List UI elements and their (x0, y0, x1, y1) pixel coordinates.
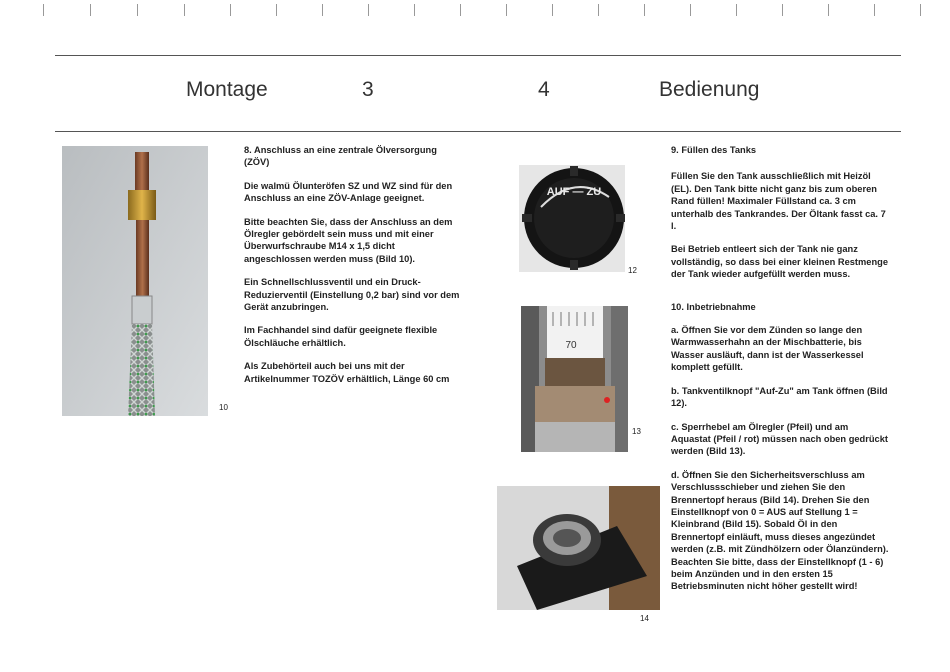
header-left-page-number: 3 (362, 78, 374, 101)
right-paragraph-b: b. Tankventilknopf "Auf-Zu" am Tank öffnen (Bild 12). (671, 385, 888, 409)
left-paragraph-3: Ein Schnellschlussventil und ein Druck-Reduzierventil (Einstellung 0,2 bar) sind vor dem Gerät anzubringen. (244, 277, 460, 313)
left-paragraph-2: Bitte beachten Sie, dass der Anschluss an dem Ölregler gebördelt sein muss und mit einer Überwurfschraube M14 x 1,5 dicht angeschlossen werden muss (Bild 10). (244, 216, 453, 264)
photo-oil-hose (62, 146, 208, 416)
photo-regulator-aquastat (521, 306, 628, 452)
right-paragraph-1: Füllen Sie den Tank ausschließlich mit Heizöl (EL). Den Tank bitte nicht ganz bis zum oberen Rand füllen! Maximaler Füllstand ca. 3 cm unterhalb des Tankrandes. Der Öltank fasst ca. 7 l. (671, 171, 886, 232)
header-right-page-number: 4 (538, 78, 550, 101)
right-text-column (671, 144, 889, 604)
figure-label-14: 14 (640, 614, 649, 623)
left-paragraph-4: Im Fachhandel sind dafür geeignete flexible Ölschläuche erhältlich. (244, 325, 438, 348)
left-text-column (244, 144, 464, 396)
header-right-title: Bedienung (659, 78, 760, 101)
left-paragraph-1: Die walmü Ölunteröfen SZ und WZ sind für den Anschluss an eine ZÖV-Anlage geeignet. (244, 180, 453, 204)
figure-label-12: 12 (628, 266, 637, 275)
figure-label-10: 10 (219, 403, 228, 412)
header-bottom-rule (55, 131, 901, 132)
right-paragraph-d: d. Öffnen Sie den Sicherheitsverschluss am Verschlussschieber und ziehen Sie den Brennertopf heraus (Bild 14). Drehen Sie den Einstellknopf von 0 = AUS auf Stellung 1 = Kleinbrand (Bild 15). Sobald Öl in den Brennertopf einläuft, muss dieses angezündet werden (z.B. mit Zündhölzern oder Ölanzündern). Beachten Sie bitte, dass der Einstellknopf (1 - 6) beim Anzünden und in den ersten 15 Betriebsminuten nicht höher gestellt wird! (671, 469, 889, 592)
right-paragraph-2: Bei Betrieb entleert sich der Tank nie ganz vollständig, so dass bei einer kleinen Restmenge der Tank wieder aufgefüllt werden muss. (671, 244, 888, 280)
photo-tank-valve-knob (519, 165, 625, 272)
knob-label: AUF — ZU (546, 186, 602, 198)
figure-label-13: 13 (632, 427, 641, 436)
section-10-heading: 10. Inbetriebnahme (671, 301, 756, 312)
section-9-heading: 9. Füllen des Tanks (671, 145, 757, 155)
left-paragraph-5: Als Zubehörteil auch bei uns mit der Artikelnummer TOZÖV erhältlich, Länge 60 cm (244, 361, 450, 384)
section-8-heading: 8. Anschluss an eine zentrale Ölversorgung (ZÖV) (244, 145, 437, 168)
header-top-rule (55, 55, 901, 56)
header-left-title: Montage (186, 78, 268, 101)
scan-tick-marks (0, 4, 950, 18)
right-paragraph-a: a. Öffnen Sie vor dem Zünden so lange den Warmwasserhahn an der Mischbatterie, bis Wasser ausläuft, dann ist der Wasserkessel komplett gefüllt. (671, 325, 864, 373)
thermostat-scale-text: 70 (565, 340, 577, 351)
photo-burner-pot (497, 486, 660, 610)
right-paragraph-c: c. Sperrhebel am Ölregler (Pfeil) und am Aquastat (Pfeil / rot) müssen nach oben gedrückt werden (Bild 13). (671, 421, 888, 457)
